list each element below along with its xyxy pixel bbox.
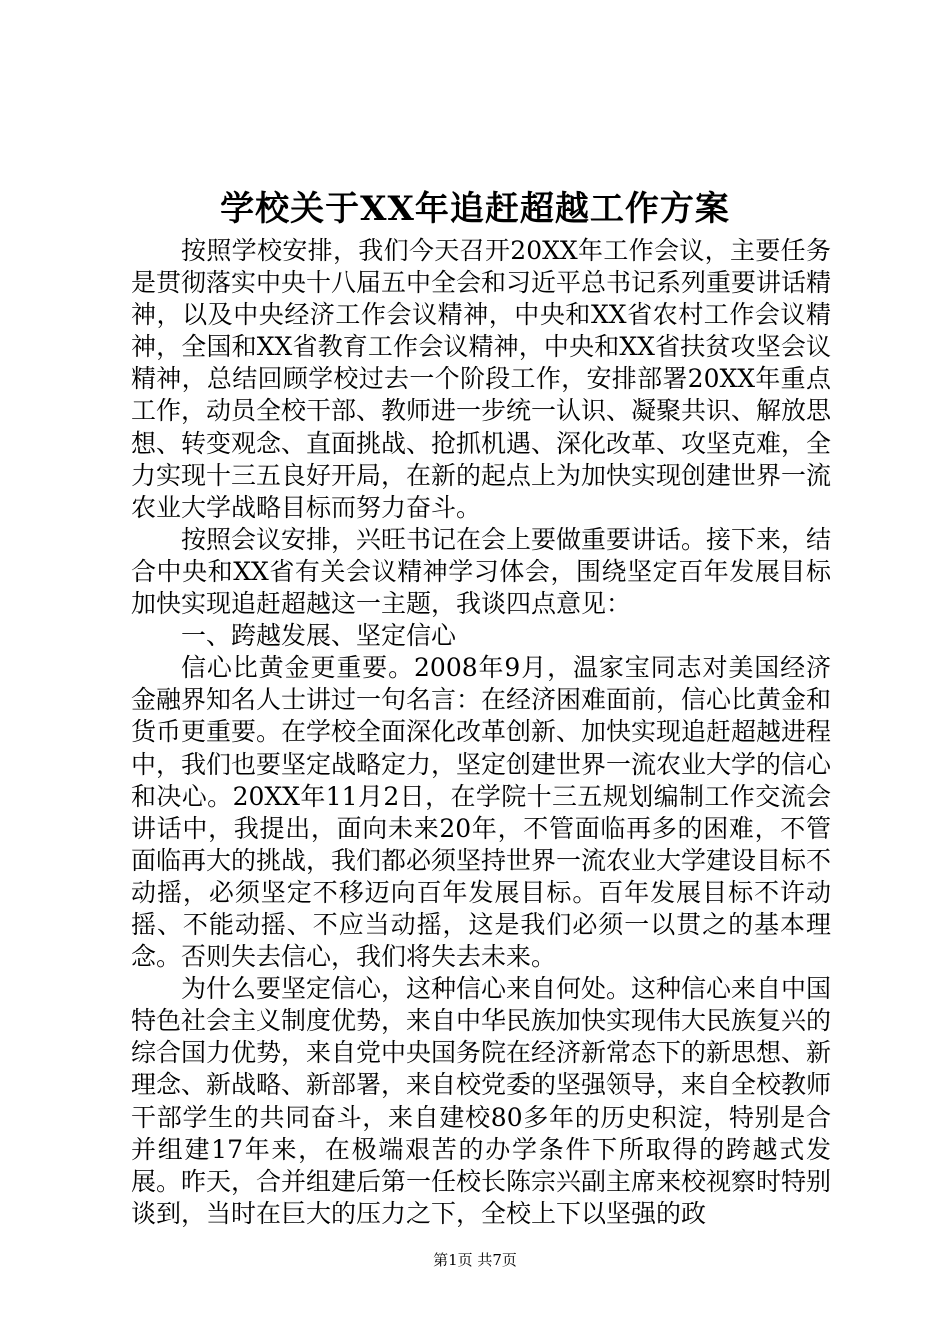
section-heading: 一、跨越发展、坚定信心 <box>181 621 457 651</box>
paragraph: 为什么要坚定信心，这种信心来自何处。这种信心来自中国特色社会主义制度优势，来自中华民族加快实现伟大民族复兴的综合国力优势，来自党中央国务院在经济新常态下的新思想、新理念、新战略、新部署，来自校党委的坚强领导，来自全校教师干部学生的共同奋斗，来自建校80多年的历史积淀，特别是合并组建17年来，在极端艰苦的办学条件下所取得的跨越式发展。昨天，合并组建后第一任校长陈宗兴副主席来校视察时特别谈到，当时在巨大的压力之下，全校上下以坚强的政 <box>131 974 832 1228</box>
paragraph: 按照学校安排，我们今天召开20XX年工作会议，主要任务是贯彻落实中央十八届五中全会和习近平总书记系列重要讲话精神，以及中央经济工作会议精神，中央和XX省农村工作会议精神，全国和XX省教育工作会议精神，中央和XX省扶贫攻坚会议精神，总结回顾学校过去一个阶段工作，安排部署20XX年重点工作，动员全校干部、教师进一步统一认识、凝聚共识、解放思想、转变观念、直面挑战、抢抓机遇、深化改革、攻坚克难，全力实现十三五良好开局，在新的起点上为加快实现创建世界一流农业大学战略目标而努力奋斗。 <box>131 236 832 522</box>
page-footer: 第1页 共7页 <box>433 1251 517 1269</box>
document-body <box>131 235 831 1230</box>
paragraph: 按照会议安排，兴旺书记在会上要做重要讲话。接下来，结合中央和XX省有关会议精神学习体会，围绕坚定百年发展目标加快实现追赶超越这一主题，我谈四点意见： <box>131 524 832 619</box>
document-title: 学校关于XX年追赶超越工作方案 <box>220 189 730 229</box>
paragraph: 信心比黄金更重要。2008年9月，温家宝同志对美国经济金融界知名人士讲过一句名言：在经济困难面前，信心比黄金和货币更重要。在学校全面深化改革创新、加快实现追赶超越进程中，我们也要坚定战略定力，坚定创建世界一流农业大学的信心和决心。20XX年11月2日，在学院十三五规划编制工作交流会讲话中，我提出，面向未来20年，不管面临再多的困难，不管面临再大的挑战，我们都必须坚持世界一流农业大学建设目标不动摇，必须坚定不移迈向百年发展目标。百年发展目标不许动摇、不能动摇、不应当动摇，这是我们必须一以贯之的基本理念。否则失去信心，我们将失去未来。 <box>131 653 832 972</box>
